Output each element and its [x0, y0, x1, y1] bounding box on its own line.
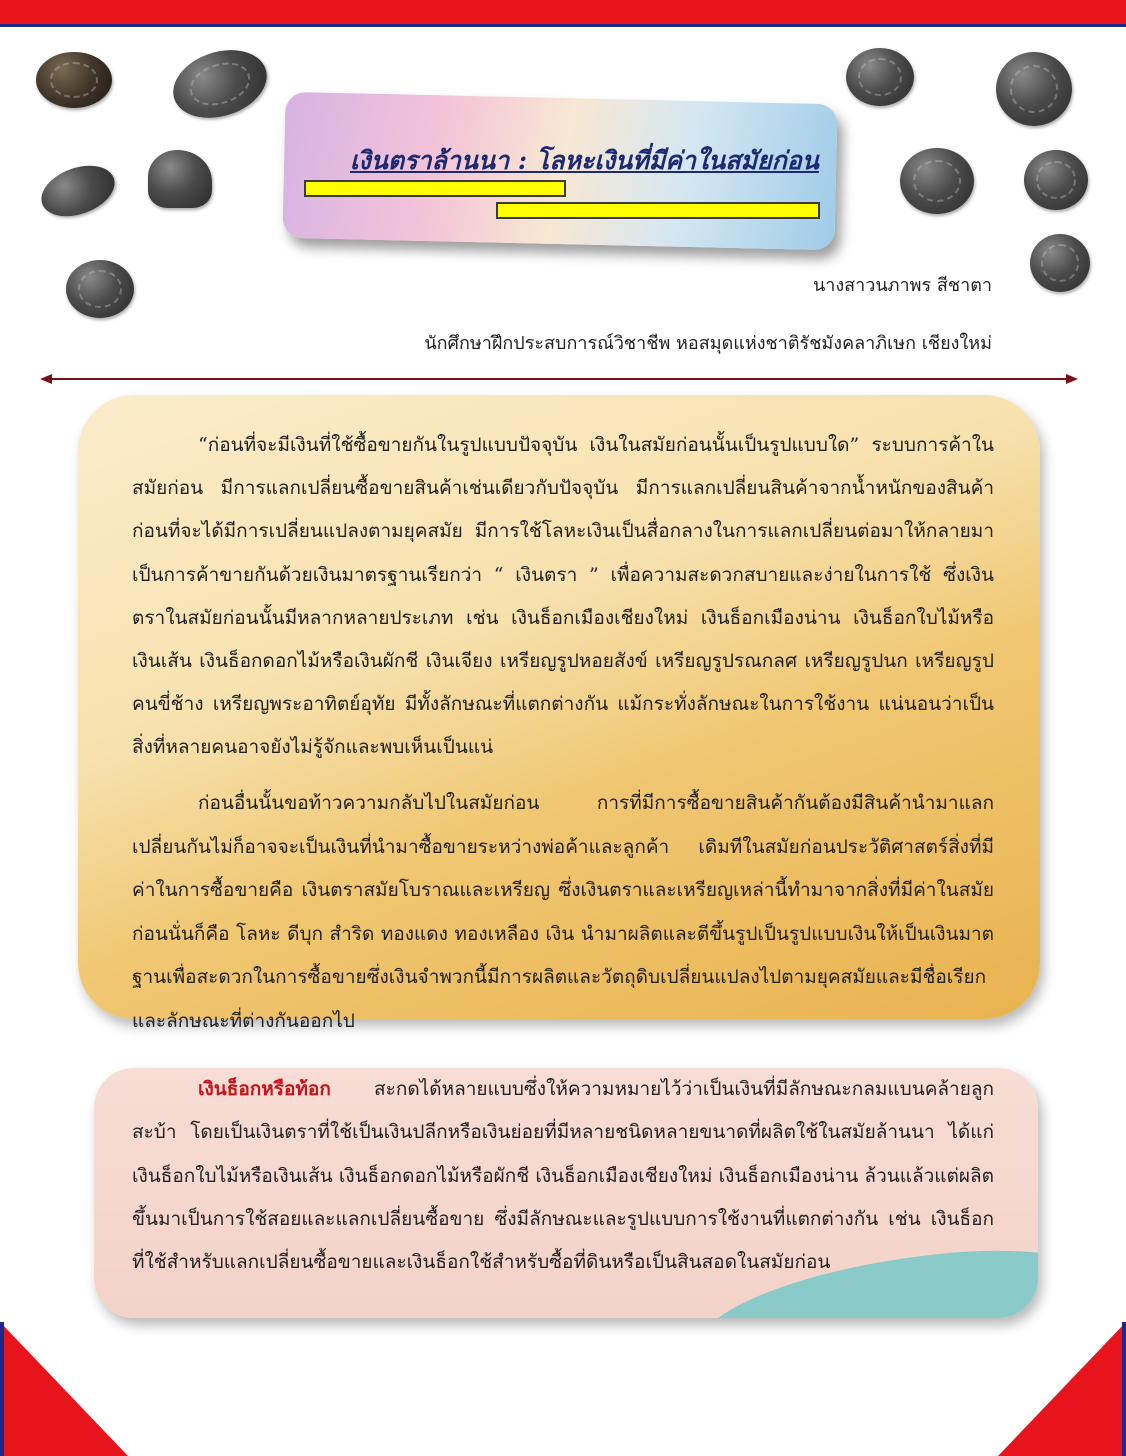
thok-text: สะกดได้หลายแบบซึ่งให้ความหมายไว้ว่าเป็นเงินที่มีลักษณะกลมแบนคล้ายลูกสะบ้า โดยเป็นเงินตราที่ใช้เป็นเงินปลีกหรือเงินย่อยที่มีหลายชนิดหลายขนาดที่ผลิตใช้ในสมัยล้านนา ได้แก่ เงินธ็อกใบไม้หรือเงินเส้น เงินธ็อกดอกไม้หรือผักชี เงินธ็อกเมืองเชียงใหม่ เงินธ็อกเมืองน่าน ล้วนแล้วแต่ผลิตขึ้นมาเป็นการใช้สอยและแลกเปลี่ยนซื้อขาย ซึ่งมีลักษณะและรูปแบบการใช้งานที่แตกต่างกัน เช่น เงินธ็อกที่ใช้สำหรับแลกเปลี่ยนซื้อขายและเงินธ็อกใช้สำหรับซื้อที่ดินหรือเป็นสินสอดในสมัยก่อน — [132, 1078, 994, 1274]
history-paragraph: ก่อนอื่นนั้นขอท้าวความกลับไปในสมัยก่อน การที่มีการซื้อขายสินค้ากันต้องมีสินค้านำมาแลกเปลี่ยนกันไม่ก็อาจจะเป็นเงินที่นำมาซื้อขายระหว่างพ่อค้าและลูกค้า เดิมทีในสมัยก่อนประวัติศาสตร์สิ่งที่มีค่าในการซื้อขายคือ เงินตราสมัยโบราณและเหรียญ ซึ่งเงินตราและเหรียญเหล่านี้ทำมาจากสิ่งที่มีค่าในสมัยก่อนนั่นก็คือ โลหะ ดีบุก สำริด ทองแดง ทองเหลือง เงิน นำมาผลิตและตีขึ้นรูปเป็นรูปแบบเงินให้เป็นเงินมาตฐานเพื่อสะดวกในการซื้อขายซึ่งเงินจำพวกนี้มีการผลิตและวัตถุดิบเปลี่ยนแปลงไปตามยุคสมัยและมีชื่อเรียกและลักษณะที่ต่างกันออกไป — [132, 792, 994, 1032]
corner-decoration-left — [0, 1322, 128, 1456]
divider-line — [46, 378, 1074, 380]
coin-image — [164, 39, 275, 130]
author-affiliation: นักศึกษาฝึกประสบการณ์วิชาชีพ หอสมุดแห่งชาติรัชมังคลาภิเษก เชียงใหม่ — [424, 333, 992, 354]
thok-heading: เงินธ็อกหรือท้อก — [198, 1078, 331, 1100]
coin-image — [996, 52, 1072, 126]
coin-image — [900, 148, 974, 214]
coin-image — [1024, 150, 1088, 210]
highlight-bar — [496, 202, 820, 219]
highlight-bar — [304, 180, 566, 197]
coin-image — [66, 260, 134, 318]
top-red-bar — [0, 0, 1126, 24]
page-title: เงินตราล้านนา : โลหะเงินที่มีค่าในสมัยก่อน — [350, 146, 819, 175]
coin-image — [34, 156, 121, 225]
author-name: นางสาวนภาพร สีชาตา — [812, 275, 992, 296]
corner-edge-left — [0, 1322, 4, 1456]
coin-image — [1030, 234, 1090, 292]
corner-edge-right — [1122, 1322, 1126, 1456]
corner-decoration-right — [998, 1322, 1126, 1456]
coin-image — [36, 52, 112, 108]
coin-image — [846, 48, 914, 106]
thok-paragraph — [132, 1068, 994, 1284]
arrow-left-icon — [40, 374, 52, 384]
arrow-right-icon — [1066, 374, 1078, 384]
intro-paragraph: “ก่อนที่จะมีเงินที่ใช้ซื้อขายกันในรูปแบบปัจจุบัน เงินในสมัยก่อนนั้นเป็นรูปแบบใด” ระบบการค้าในสมัยก่อน มีการแลกเปลี่ยนซื้อขายสินค้าเช่นเดียวกับปัจจุบัน มีการแลกเปลี่ยนสินค้าจากน้ำหนักของสินค้าก่อนที่จะได้มีการเปลี่ยนแปลงตามยุคสมัย มีการใช้โลหะเงินเป็นสื่อกลางในการแลกเปลี่ยนต่อมาให้กลายมาเป็นการค้าขายกันด้วยเงินมาตรฐานเรียกว่า “ เงินตรา ” เพื่อความสะดวกสบายและง่ายในการใช้ ซึ่งเงินตราในสมัยก่อนนั้นมีหลากหลายประเภท เช่น เงินธ็อกเมืองเชียงใหม่ เงินธ็อกเมืองน่าน เงินธ็อกใบไม้หรือเงินเส้น เงินธ็อกดอกไม้หรือเงินผักชี เงินเจียง เหรียญรูปหอยสังข์ เหรียญรูปรณกลศ เหรียญรูปนก เหรียญรูปคนขี่ช้าง เหรียญพระอาทิตย์อุทัย มีทั้งลักษณะที่แตกต่างกัน แม้กระทั่งลักษณะในการใช้งาน แน่นอนว่าเป็นสิ่งที่หลายคนอาจยังไม่รู้จักและพบเห็นเป็นแน่ — [132, 434, 994, 759]
coin-image — [148, 150, 212, 208]
